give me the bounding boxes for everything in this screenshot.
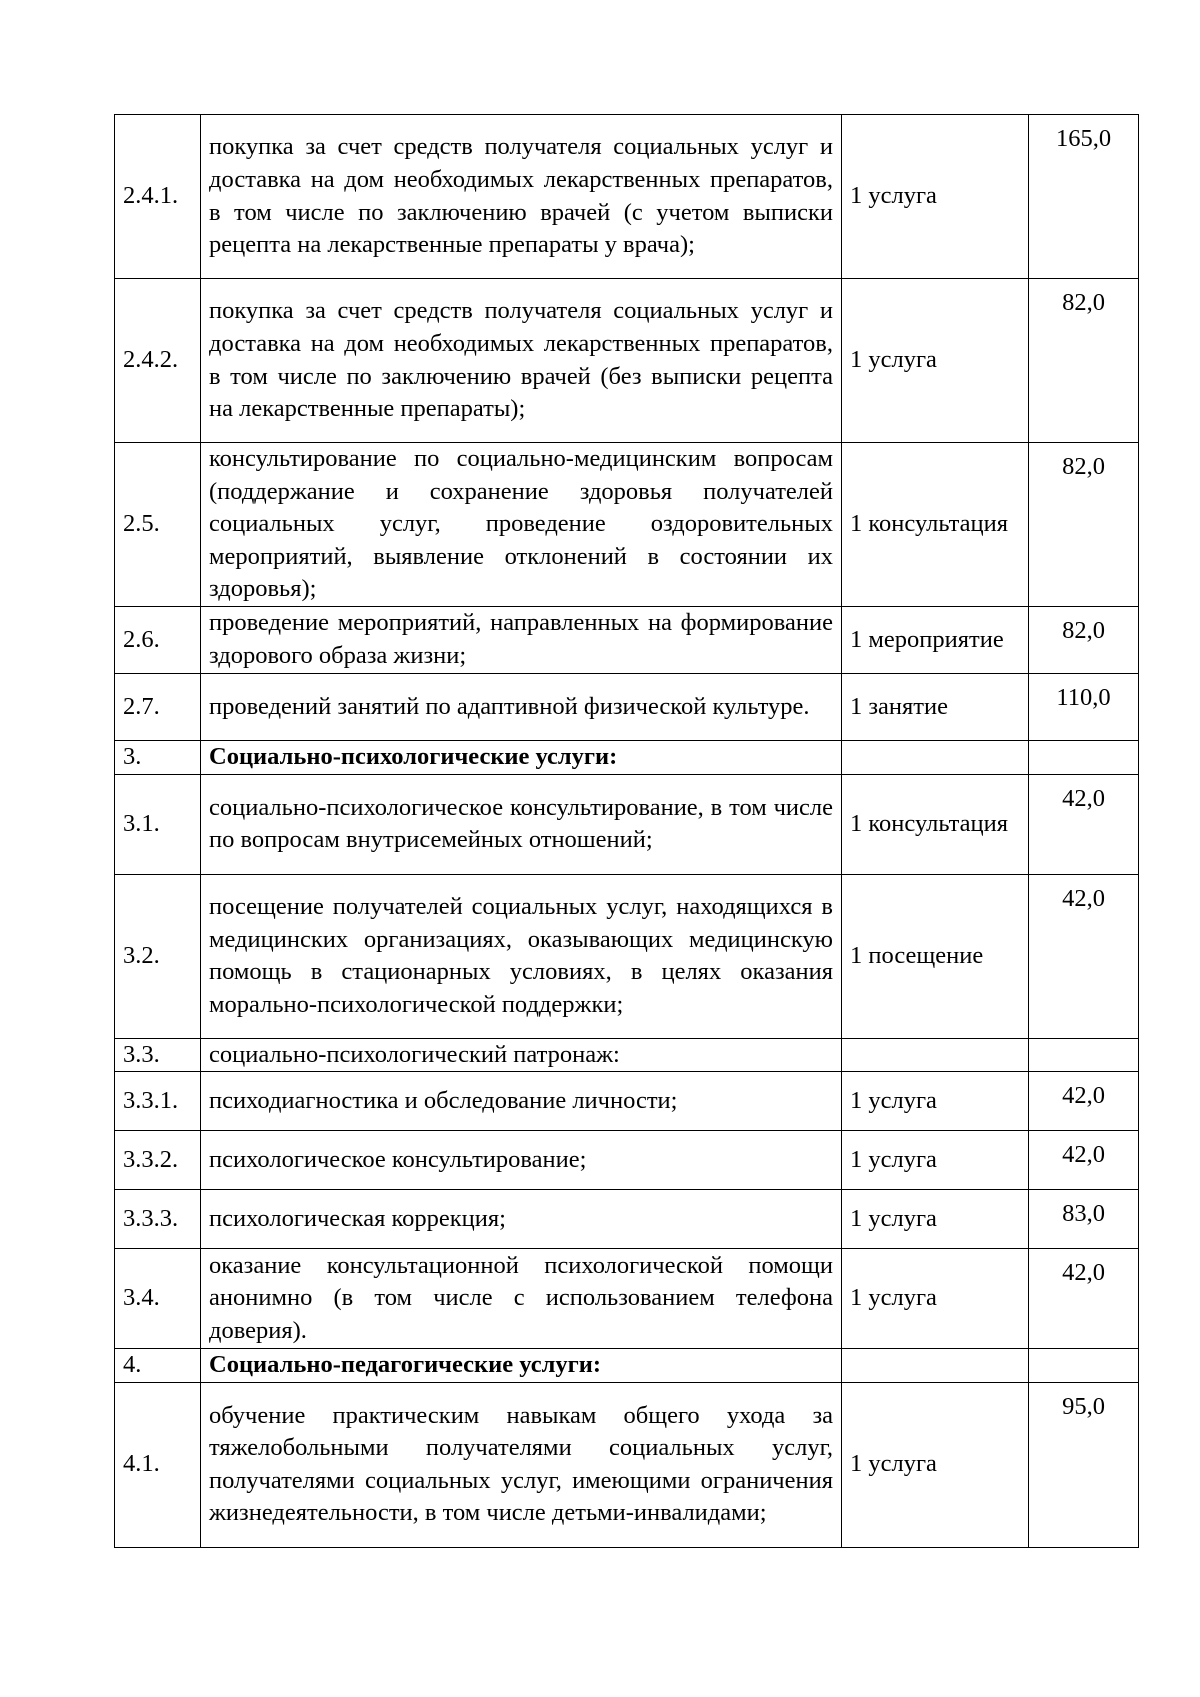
price-cell: 42,0 (1029, 1072, 1139, 1131)
service-description-cell: покупка за счет средств получателя социальных услуг и доставка на дом необходимых лекарственных препаратов, в том числе по заключению врачей (без выписки рецепта на лекарственные препараты); (201, 279, 842, 443)
unit-cell: 1 услуга (842, 1190, 1029, 1249)
item-number-cell: 3.4. (115, 1249, 201, 1349)
service-description-cell: Социально-педагогические услуги: (201, 1349, 842, 1383)
item-number-cell: 3.3.3. (115, 1190, 201, 1249)
item-number-cell: 2.7. (115, 674, 201, 741)
price-cell (1029, 1349, 1139, 1383)
price-cell (1029, 1038, 1139, 1072)
unit-cell: 1 посещение (842, 874, 1029, 1038)
service-description-cell: социально-психологическое консультирование, в том числе по вопросам внутрисемейных отношений; (201, 774, 842, 874)
table-row (115, 1349, 1139, 1383)
price-cell: 42,0 (1029, 774, 1139, 874)
service-description-cell: психодиагностика и обследование личности; (201, 1072, 842, 1131)
table-row (115, 874, 1139, 1038)
price-cell: 42,0 (1029, 1131, 1139, 1190)
service-description-cell: проведение мероприятий, направленных на формирование здорового образа жизни; (201, 607, 842, 674)
price-cell (1029, 741, 1139, 775)
item-number-cell: 3.3. (115, 1038, 201, 1072)
unit-cell: 1 услуга (842, 1131, 1029, 1190)
unit-cell: 1 консультация (842, 443, 1029, 607)
service-description-cell: Социально-психологические услуги: (201, 741, 842, 775)
unit-cell (842, 1349, 1029, 1383)
price-cell: 82,0 (1029, 279, 1139, 443)
unit-cell: 1 услуга (842, 115, 1029, 279)
service-description-cell: социально-психологический патронаж: (201, 1038, 842, 1072)
price-cell: 42,0 (1029, 874, 1139, 1038)
table-row (115, 443, 1139, 607)
table-row (115, 279, 1139, 443)
table-row (115, 1249, 1139, 1349)
services-price-table (114, 114, 1139, 1548)
table-row (115, 1038, 1139, 1072)
unit-cell (842, 1038, 1029, 1072)
unit-cell: 1 услуга (842, 1072, 1029, 1131)
service-description-cell: посещение получателей социальных услуг, находящихся в медицинских организациях, оказывающих медицинскую помощь в стационарных условиях, в целях оказания морально-психологической поддержки; (201, 874, 842, 1038)
item-number-cell: 2.4.2. (115, 279, 201, 443)
item-number-cell: 3.3.2. (115, 1131, 201, 1190)
item-number-cell: 2.4.1. (115, 115, 201, 279)
price-cell: 83,0 (1029, 1190, 1139, 1249)
table-row (115, 741, 1139, 775)
unit-cell: 1 услуга (842, 1249, 1029, 1349)
service-description-cell: психологическое консультирование; (201, 1131, 842, 1190)
service-description-cell: оказание консультационной психологической помощи анонимно (в том числе с использованием телефона доверия). (201, 1249, 842, 1349)
item-number-cell: 4. (115, 1349, 201, 1383)
unit-cell: 1 консультация (842, 774, 1029, 874)
price-cell: 82,0 (1029, 607, 1139, 674)
table-row (115, 1131, 1139, 1190)
service-description-cell: покупка за счет средств получателя социальных услуг и доставка на дом необходимых лекарственных препаратов, в том числе по заключению врачей (с учетом выписки рецепта на лекарственные препараты у врача); (201, 115, 842, 279)
service-description-cell: психологическая коррекция; (201, 1190, 842, 1249)
item-number-cell: 3.1. (115, 774, 201, 874)
item-number-cell: 4.1. (115, 1382, 201, 1547)
table-row (115, 1382, 1139, 1547)
item-number-cell: 2.5. (115, 443, 201, 607)
price-cell: 95,0 (1029, 1382, 1139, 1547)
item-number-cell: 2.6. (115, 607, 201, 674)
item-number-cell: 3.3.1. (115, 1072, 201, 1131)
table-body (115, 115, 1139, 1548)
unit-cell (842, 741, 1029, 775)
table-row (115, 1072, 1139, 1131)
price-cell: 110,0 (1029, 674, 1139, 741)
price-cell: 82,0 (1029, 443, 1139, 607)
unit-cell: 1 услуга (842, 1382, 1029, 1547)
table-row (115, 1190, 1139, 1249)
service-description-cell: консультирование по социально-медицинским вопросам (поддержание и сохранение здоровья получателей социальных услуг, проведение оздоровительных мероприятий, выявление отклонений в состоянии их здоровья); (201, 443, 842, 607)
table-row (115, 674, 1139, 741)
table-row (115, 607, 1139, 674)
service-description-cell: обучение практическим навыкам общего ухода за тяжелобольными получателями социальных услуг, получателями социальных услуг, имеющими ограничения жизнедеятельности, в том числе детьми-инвалидами; (201, 1382, 842, 1547)
price-cell: 165,0 (1029, 115, 1139, 279)
item-number-cell: 3.2. (115, 874, 201, 1038)
document-page (114, 114, 1138, 1548)
price-cell: 42,0 (1029, 1249, 1139, 1349)
service-description-cell: проведений занятий по адаптивной физической культуре. (201, 674, 842, 741)
table-row (115, 774, 1139, 874)
unit-cell: 1 услуга (842, 279, 1029, 443)
unit-cell: 1 занятие (842, 674, 1029, 741)
table-row (115, 115, 1139, 279)
unit-cell: 1 мероприятие (842, 607, 1029, 674)
item-number-cell: 3. (115, 741, 201, 775)
